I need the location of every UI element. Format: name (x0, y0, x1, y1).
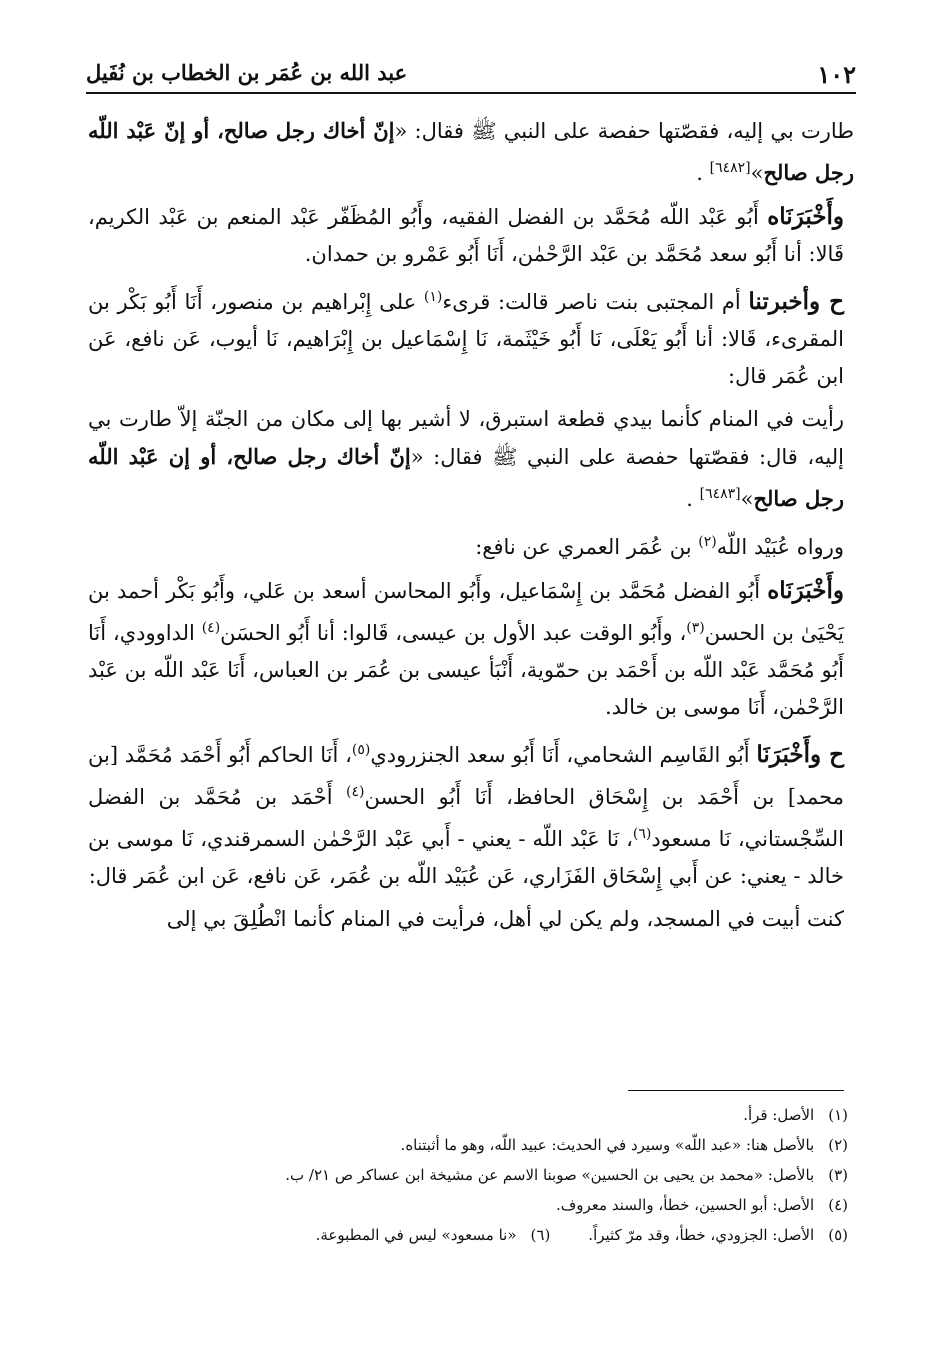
paragraph-lead: وأَخْبَرَنَاه (767, 577, 844, 604)
paragraph-text: أَبُو عَبْد اللّه مُحَمَّد بن الفضل الفقيه، وأَبُو المُظَفّر عَبْد المنعم بن عَبْد الكريم، قَالا: أنا أَبُو سعد مُحَمَّد بن عَبْد الرَّحْمٰن، أَنَا أَبُو عَمْرو بن حمدان. (88, 205, 844, 266)
paragraph-text: رأيت في المنام كأنما بيدي قطعة استبرق، لا أشير بها إلى مكان من الجنّة إلاّ طارت بي إليه، قال: فقصّتها حفصة على النبي ﷺ فقال: « (88, 407, 844, 469)
footnote-text: بالأصل: «محمد بن يحيى بن الحسين» صوبنا الاسم عن مشيخة ابن عساكر ص ٢١/ ب. (285, 1166, 815, 1184)
footnote-1 (150, 1100, 848, 1130)
footnote-text: بالأصل هنا: «عبد اللّه» وسيرد في الحديث: عبيد اللّه، وهو ما أثبتناه. (400, 1136, 815, 1154)
paragraph-text: أَبُو الفضل مُحَمَّد بن إِسْمَاعيل، وأَبُو المحاسن أسعد بن عَلي، وأَبُو بَكْر أحمد بن يَحْيَىٰ بن الحسن (88, 579, 844, 645)
paragraph-text: أَحْمَد بن مُحَمَّد بن الفضل السِّجْستاني، نَا مسعود (88, 785, 844, 851)
footnote-ref: (٦) (632, 826, 652, 842)
footnote-number: (٣) (828, 1166, 848, 1184)
paragraph-tail: الداوودي، أَنَا أَبُو مُحَمَّد عَبْد اللّه بن أَحْمَد بن حمّوية، أَنْبَأ عيسى بن عُمَر بن العباس، أَنَا عَبْد اللّه بن عَبْد الرَّحْمٰن، أَنَا موسى بن خالد. (88, 621, 844, 719)
footnote-ref: (٥) (351, 742, 371, 758)
footnotes (150, 1100, 848, 1250)
footnote-number: (٤) (828, 1196, 848, 1214)
quote-close: » (740, 487, 754, 511)
paragraph-7 (88, 732, 854, 895)
paragraph-text: ورواه عُبَيْد اللّه (716, 535, 844, 559)
quote-close: » (750, 161, 764, 185)
main-text (88, 112, 854, 944)
running-title: عبد الله بن عُمَر بن الخطاب بن نُفَيل (86, 60, 408, 85)
footnote-number: (٦) (530, 1226, 551, 1244)
hadith-number: [٦٤٨٣] (699, 486, 741, 502)
paragraph-5 (88, 524, 854, 566)
footnote-text: الأصل: أبو الحسين، خطأ، والسند معروف. (555, 1196, 815, 1214)
footnote-number: (١) (828, 1106, 848, 1124)
paragraph-lead: ح وأخبرتنا (748, 288, 844, 315)
paragraph-text: ، وأَبُو الوقت عبد الأول بن عيسى، قَالوا: أنا أَبُو الحسَن (220, 621, 687, 645)
footnote-number: (٥) (828, 1226, 848, 1244)
paragraph-tail: . (686, 487, 700, 511)
page-header (86, 42, 856, 92)
paragraph-6 (88, 572, 854, 726)
paragraph-lead: وأَخْبَرَنَاه (767, 203, 844, 230)
hadith-quote: إنّ أخاك رجل صالح، أو إن عَبْد اللّه رجل صالح (88, 444, 844, 511)
footnote-text: الأصل: الجزودي، خطأ، وقد مرّ كثيراً. (588, 1226, 815, 1244)
paragraph-tail: . (696, 161, 710, 185)
paragraph-text: طارت بي إليه، فقصّتها حفصة على النبي ﷺ فقال: « (394, 119, 854, 143)
footnote-ref: (٢) (698, 534, 717, 550)
paragraph-1 (88, 112, 854, 192)
footnote-ref: (٤) (201, 620, 221, 636)
footnote-rule (628, 1090, 844, 1091)
footnote-ref: (١) (423, 289, 443, 305)
paragraph-text: ، أَنَا الحاكم أَبُو أَحْمَد مُحَمَّد [بن محمد] بن أَحْمَد بن إِسْحَاق الحافظ، أَنَا أَبُو الحسن (88, 743, 844, 809)
paragraph-4 (88, 401, 854, 518)
paragraph-text: أم المجتبى بنت ناصر قالت: قرىء (442, 290, 749, 314)
paragraph-lead: ح وأَخْبَرَنَا (756, 741, 845, 768)
paragraph-2 (88, 198, 854, 273)
paragraph-text: أَبُو القَاسِم الشحامي، أَنَا أَبُو سعد الجنزرودي (370, 743, 757, 767)
page-number: ١٠٢ (817, 60, 856, 89)
footnote-2 (150, 1130, 848, 1160)
paragraph-tail: بن عُمَر العمري عن نافع: (475, 535, 699, 559)
paragraph-text: كنت أبيت في المسجد، ولم يكن لي أهل، فرأيت في المنام كأنما انْطُلِقَ بي إلى (166, 907, 844, 931)
paragraph-tail: ، نَا عَبْد اللّه - يعني - أَبي عَبْد الرَّحْمٰن السمرقندي، نَا موسى بن خالد - يعني: عن أَبي إِسْحَاق الفَزَاري، عَن عُبَيْد اللّه بن عُمَر، عَن نافع، عَن ابن عُمَر قال: (88, 827, 844, 888)
paragraph-8 (88, 901, 854, 938)
footnote-ref: (٤) (346, 784, 365, 800)
header-rule (86, 92, 856, 94)
paragraph-3 (88, 279, 854, 395)
footnote-ref: (٣) (686, 620, 705, 636)
footnote-text: «نا مسعود» ليس في المطبوعة. (315, 1226, 517, 1244)
footnote-text: الأصل: قرأ. (743, 1106, 815, 1124)
footnote-3 (150, 1160, 848, 1190)
footnote-5 (150, 1220, 848, 1250)
hadith-quote: إنّ أخاك رجل صالح، أو إنّ عَبْد اللّه رجل صالح (88, 118, 854, 185)
paragraph-tail: على إِبْراهيم بن منصور، أَنَا أَبُو بَكْر بن المقرىء، قَالا: أنا أَبُو يَعْلَى، نَا أَبُو خَيْثَمة، نَا إِسْمَاعيل بن إِبْرَاهيم، نَا أيوب، عَن نافع، عَن ابن عُمَر قال: (88, 290, 844, 388)
hadith-number: [٦٤٨٢] (709, 160, 751, 176)
footnote-6 (316, 1226, 551, 1244)
footnote-number: (٢) (828, 1136, 848, 1154)
footnote-4 (150, 1190, 848, 1220)
